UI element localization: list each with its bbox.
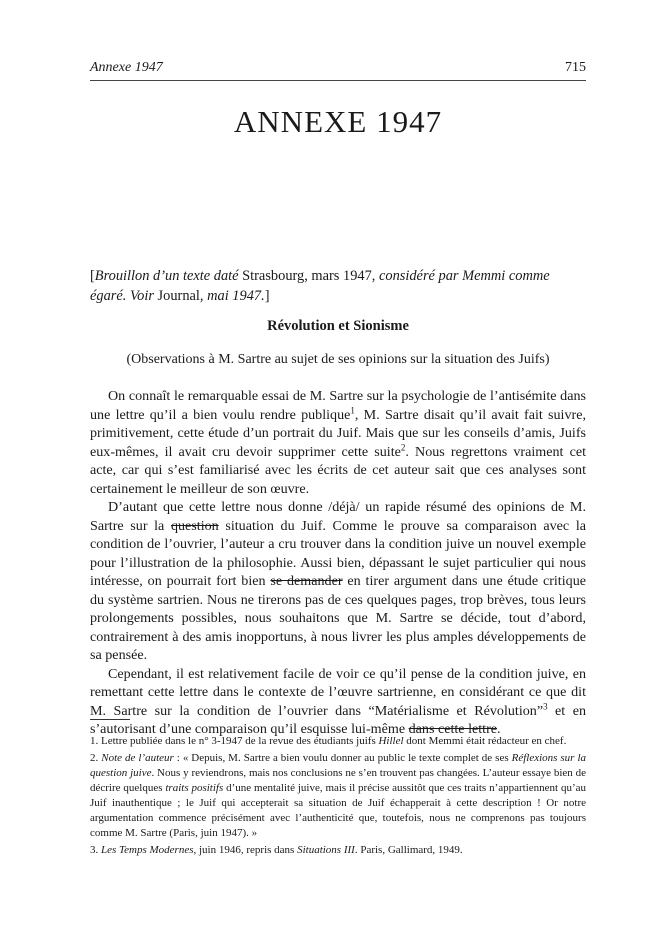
source-italic-1: Brouillon d’un texte daté — [94, 268, 243, 284]
fn3-number: 3. — [90, 844, 101, 856]
footnote-ref-3: 3 — [543, 700, 548, 711]
p2-text-b: situation du Juif. Comme le prouve sa comparaison avec la condition de l’ouvrier, l’auteur a cru trouver dans la condition juive un nouvel exemple pour l’illustration de la philosophie. Aussi bien, dépassant le sujet particulier qui nous intéresse, on pourrait fort bien — [90, 517, 586, 589]
source-italic-2: considéré par Memmi comme égaré. Voir — [90, 268, 550, 304]
struck-words-dans-cette-lettre: dans cette lettre — [408, 721, 498, 737]
fn2-italic-1: Note de l’auteur — [101, 752, 174, 764]
fn2-number: 2. — [90, 752, 102, 764]
fn2-italic-3: traits positifs — [165, 782, 224, 794]
footnote-rule — [90, 719, 130, 720]
section-title: Révolution et Sionisme — [267, 318, 409, 334]
fn1-text-b: dont Memmi était rédacteur en chef. — [403, 735, 567, 747]
paragraph-1 — [90, 387, 586, 498]
p3-text-c: . — [497, 721, 501, 737]
bracket-open: [ — [90, 268, 95, 284]
footnotes — [90, 734, 586, 860]
body-text — [90, 387, 586, 739]
footnote-2 — [90, 751, 586, 841]
p1-text-c: . Nous regrettons vraiment cet acte, car qui s’est familiarisé avec les écrits de cet auteur sait que ces analyses sont certainement le meilleur de son œuvre. — [90, 443, 587, 497]
fn1-text-a: 1. Lettre publiée dans le n° 3-1947 de la revue des étudiants juifs — [90, 735, 379, 747]
footnote-3 — [90, 843, 586, 858]
struck-word-se-demander: se demander — [270, 573, 343, 589]
running-title: Annexe 1947 — [90, 60, 163, 75]
page-number: 715 — [565, 60, 586, 75]
fn2-text-c: d’une mentalité juive, mais il précise aussitôt que ces traits n’appartiennent qu’au Juif inauthentique ; le Juif qui accepterait sa situation de Juif échapperait à cette description ! Or notre argumentation commence précisément avec l’authenticité que, toutefois, nous ne comprenons pas toujours comme M. Sartre (Paris, juin 1947). » — [90, 782, 586, 839]
fn3-italic-2: Situations III — [297, 844, 355, 856]
fn3-text-b: . Paris, Gallimard, 1949. — [354, 844, 463, 856]
source-italic-3: , mai 1947. — [199, 288, 265, 304]
fn2-italic-2: Réflexions sur la question juive — [90, 752, 587, 779]
fn1-italic: Hillel — [378, 735, 404, 747]
source-note — [90, 266, 586, 306]
source-place-date: Strasbourg, mars 1947, — [242, 268, 379, 284]
source-journal: Journal — [157, 288, 200, 304]
fn2-text-b: . Nous y reviendrons, mais nos conclusions ne s’en trouvent pas changées. L’auteur essaye bien de décrire quelques — [90, 767, 586, 794]
fn2-text-a: : « Depuis, M. Sartre a bien voulu donner au public le texte complet de ses — [173, 752, 512, 764]
paragraph-2 — [90, 498, 586, 665]
struck-word-question: question — [170, 517, 219, 534]
bracket-close: ] — [264, 288, 270, 304]
footnote-1 — [90, 734, 586, 749]
running-header — [90, 60, 586, 81]
fn3-text-a: , juin 1946, repris dans — [193, 844, 298, 856]
fn3-italic-1: Les Temps Modernes — [101, 844, 194, 856]
p2-text-a: D’autant que cette lettre nous donne /déjà/ un rapide résumé des opinions de M. Sartre sur la — [90, 499, 586, 534]
footnote-ref-2: 2 — [400, 441, 406, 452]
p2-text-c: en tirer argument dans une étude critique du système sartrien. Nous ne tirerons pas de ces quelques pages, trop brèves, tous leurs prolongements possibles, nous souhaitons que M. Sartre se décide, tout d’abord, contrairement à des amis inopportuns, à nous livrer les plus amples développements de sa pensée. — [90, 573, 586, 663]
paragraph-3 — [90, 665, 586, 739]
section-subtitle: (Observations à M. Sartre au sujet de ses opinions sur la situation des Juifs) — [126, 352, 550, 367]
p1-text-a: On connaît le remarquable essai de M. Sartre sur la psychologie de l’antisémite dans une lettre qu’il a bien voulu rendre publique — [90, 388, 586, 423]
page-title: ANNEXE 1947 — [233, 104, 443, 139]
p3-text-b: et en s’autorisant d’une comparaison qu’il esquisse lui-même — [90, 702, 586, 737]
p1-text-b: , M. Sartre disait qu’il avait fait suivre, primitivement, cette étude d’un portrait du Juif. Mais que sur les conseils d’amis, Juifs eux-mêmes, il avait cru devoir supprimer cette suite — [90, 406, 586, 460]
p3-text-a: Cependant, il est relativement facile de voir ce qu’il pense de la condition juive, en remettant cette lettre dans le contexte de l’œuvre sartrienne, en considérant ce que dit M. Sartre sur la condition de l’ouvrier dans “Matérialisme et Révolution” — [90, 665, 586, 719]
footnote-ref-1: 1 — [350, 404, 355, 415]
